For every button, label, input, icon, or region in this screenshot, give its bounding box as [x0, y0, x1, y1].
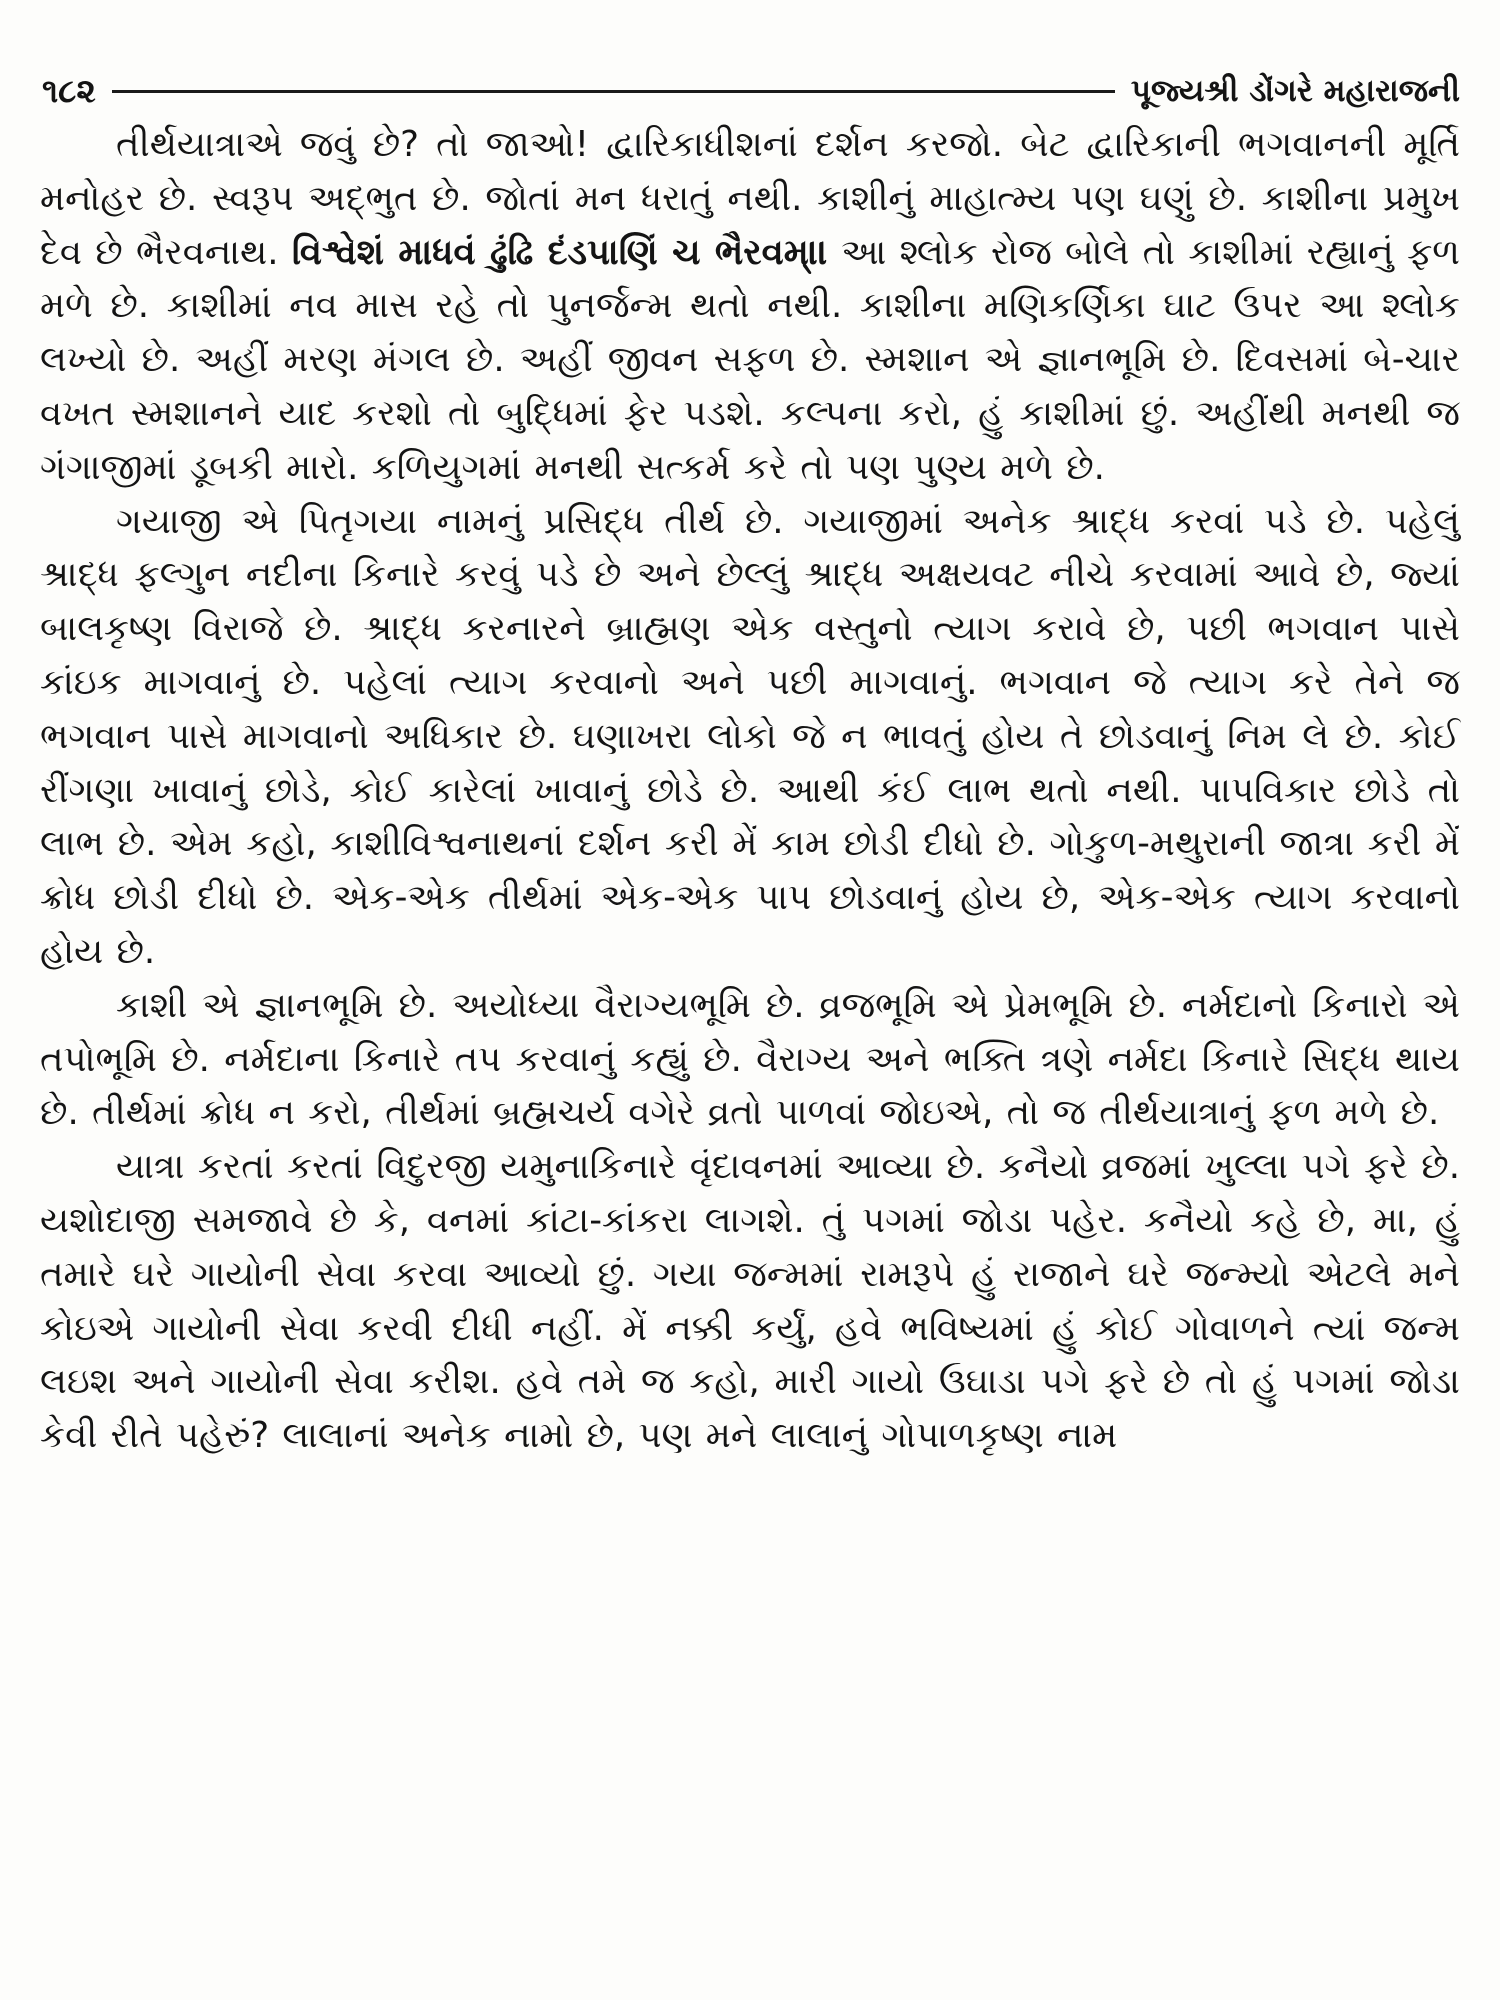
- header-rule: [112, 90, 1115, 93]
- paragraph-1-text-before: તીર્થયાત્રાએ જવું છે? તો જાઓ! દ્વારિકાધીશનાં દર્શન કરજો. બેટ દ્વારિકાની ભગવાનની મૂર્તિ મનોહર છે. સ્વરૂપ અદ્‌ભુત છે. જોતાં મન ધરાતું નથી. કાશીનું માહાત્મ્ય પણ ઘણું છે. કાશીના પ્રમુખ દેવ છે ભૈરવનાથ.: [40, 124, 1460, 273]
- paragraph-1: [40, 118, 1460, 495]
- body-text: [40, 118, 1460, 1463]
- page-number: ૧૮૨: [42, 71, 96, 110]
- paragraph-4: યાત્રા કરતાં કરતાં વિદુરજી યમુનાકિનારે વૃંદાવનમાં આવ્યા છે. કનૈયો વ્રજમાં ખુલ્લા પગે ફરે છે. યશોદાજી સમજાવે છે કે, વનમાં કાંટા-કાંકરા લાગશે. તું પગમાં જોડા પહેર. કનૈયો કહે છે, મા, હું તમારે ઘરે ગાયોની સેવા કરવા આવ્યો છું. ગયા જન્મમાં રામરૂપે હું રાજાને ઘરે જન્મ્યો એટલે મને કોઇએ ગાયોની સેવા કરવી દીધી નહીં. મેં નક્કી કર્યું, હવે ભવિષ્યમાં હું કોઈ ગોવાળને ત્યાં જન્મ લઇશ અને ગાયોની સેવા કરીશ. હવે તમે જ કહો, મારી ગાયો ઉઘાડા પગે ફરે છે તો હું પગમાં જોડા કેવી રીતે પહેરું? લાલાનાં અનેક નામો છે, પણ મને લાલાનું ગોપાળકૃષ્ણ નામ: [40, 1146, 1460, 1457]
- paragraph-2: ગયાજી એ પિતૃગયા નામનું પ્રસિદ્ધ તીર્થ છે. ગયાજીમાં અનેક શ્રાદ્ધ કરવાં પડે છે. પહેલું શ્રાદ્ધ ફલ્ગુન નદીના કિનારે કરવું પડે છે અને છેલ્લું શ્રાદ્ધ અક્ષયવટ નીચે કરવામાં આવે છે, જ્યાં બાલકૃષ્ણ વિરાજે છે. શ્રાદ્ધ કરનારને બ્રાહ્મણ એક વસ્તુનો ત્યાગ કરાવે છે, પછી ભગવાન પાસે કાંઇક માગવાનું છે. પહેલાં ત્યાગ કરવાનો અને પછી માગવાનું. ભગવાન જે ત્યાગ કરે તેને જ ભગવાન પાસે માગવાનો અધિકાર છે. ઘણાખરા લોકો જે ન ભાવતું હોય તે છોડવાનું નિમ લે છે. કોઈ રીંગણા ખાવાનું છોડે, કોઈ કારેલાં ખાવાનું છોડે છે. આથી કંઈ લાભ થતો નથી. પાપવિકાર છોડે તો લાભ છે. એમ કહો, કાશીવિશ્વનાથનાં દર્શન કરી મેં કામ છોડી દીધો છે. ગોકુળ-મથુરાની જાત્રા કરી મેં ક્રોધ છોડી દીધો છે. એક-એક તીર્થમાં એક-એક પાપ છોડવાનું હોય છે, એક-એક ત્યાગ કરવાનો હોય છે.: [40, 500, 1460, 972]
- book-title: પૂજ્યશ્રી ડોંગરે મહારાજની: [1130, 72, 1460, 109]
- shloka-bold-text: વિશ્વેશં માધવં ઢુંઢિ દંડપાણિં ચ ભૈરવમ્‌।।: [291, 231, 828, 273]
- paragraph-1-text-after: આ શ્લોક રોજ બોલે તો કાશીમાં રહ્યાનું ફળ મળે છે. કાશીમાં નવ માસ રહે તો પુનર્જન્મ થતો નથી. કાશીના મણિકર્ણિકા ઘાટ ઉપર આ શ્લોક લખ્યો છે. અહીં મરણ મંગલ છે. અહીં જીવન સફળ છે. સ્મશાન એ જ્ઞાનભૂમિ છે. દિવસમાં બે-ચાર વખત સ્મશાનને યાદ કરશો તો બુદ્ધિમાં ફેર પડશે. કલ્પના કરો, હું કાશીમાં છું. અહીંથી મનથી જ ગંગાજીમાં ડૂબકી મારો. કળિયુગમાં મનથી સત્કર્મ કરે તો પણ પુણ્ય મળે છે.: [40, 231, 1460, 488]
- paragraph-3: કાશી એ જ્ઞાનભૂમિ છે. અયોધ્યા વૈરાગ્યભૂમિ છે. વ્રજભૂમિ એ પ્રેમભૂમિ છે. નર્મદાનો કિનારો એ તપોભૂમિ છે. નર્મદાના કિનારે તપ કરવાનું કહ્યું છે. વૈરાગ્ય અને ભક્તિ ત્રણે નર્મદા કિનારે સિદ્ધ થાય છે. તીર્થમાં ક્રોધ ન કરો, તીર્થમાં બ્રહ્મચર્ય વગેરે વ્રતો પાળવાં જોઇએ, તો જ તીર્થયાત્રાનું ફળ મળે છે.: [40, 984, 1460, 1134]
- running-header: [42, 66, 1460, 116]
